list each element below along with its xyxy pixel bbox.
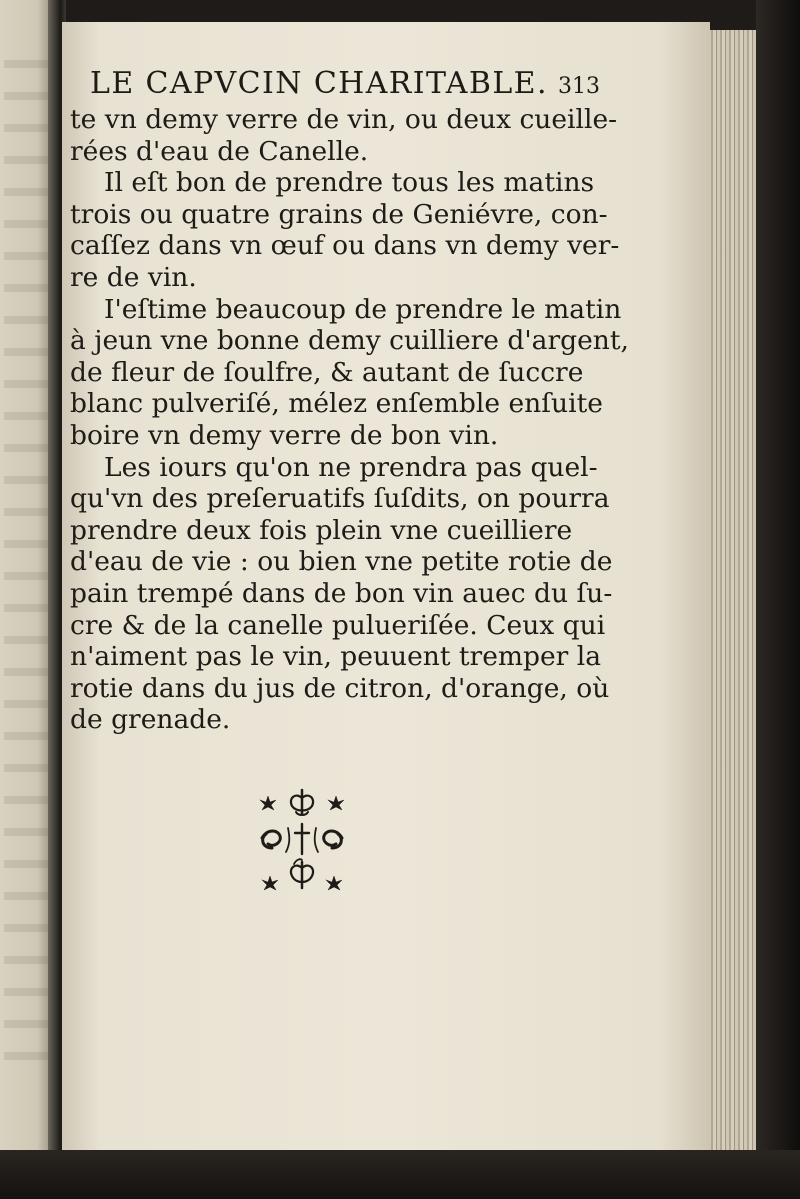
- text-line: re de vin.: [70, 261, 197, 293]
- knot-icon: [291, 790, 313, 815]
- text-line: caſſez dans vn œuf ou dans vn demy ver-: [70, 230, 620, 262]
- star-icon: [262, 876, 278, 890]
- text-line: d'eau de vie : ou bien vne petite rotie de: [70, 546, 613, 578]
- text-line: I'eſtime beaucoup de prendre le matin: [104, 293, 622, 325]
- text-line: Il eſt bon de prendre tous les matins: [104, 167, 595, 199]
- text-line: de grenade.: [70, 704, 231, 736]
- fleuron-ornament-icon: [252, 778, 352, 898]
- text-line: qu'vn des preſeruatifs ſuſdits, on pourra: [70, 483, 610, 515]
- scroll-icon: [262, 831, 280, 848]
- text-line: boire vn demy verre de bon vin.: [70, 419, 499, 451]
- running-title: LE CAPVCIN CHARITABLE.: [90, 66, 548, 101]
- text-line: trois ou quatre grains de Geniévre, con-: [70, 198, 608, 230]
- text-line: n'aiment pas le vin, peuuent tremper la: [70, 641, 602, 673]
- text-line: Les iours qu'on ne prendra pas quel-: [104, 451, 598, 483]
- star-icon: [260, 796, 276, 810]
- scroll-icon: [324, 831, 342, 848]
- text-line: te vn demy verre de vin, ou deux cueille-: [70, 104, 618, 135]
- cover-edge: [756, 0, 800, 1199]
- star-icon: [326, 876, 342, 890]
- text-line: cre & de la canelle pulueriſée. Ceux qui: [70, 609, 606, 641]
- star-icon: [328, 796, 344, 810]
- text-line: à jeun vne bonne demy cuilliere d'argent,: [70, 325, 629, 357]
- text-line: rées d'eau de Canelle.: [70, 135, 369, 167]
- body-text: [70, 104, 629, 736]
- text-line: pain trempé dans de bon vin auec du ſu-: [70, 577, 613, 609]
- text-line: rotie dans du jus de citron, d'orange, où: [70, 672, 610, 704]
- text-line: blanc pulveriſé, mélez enſemble enſuite: [70, 388, 603, 420]
- cross-icon: [286, 824, 318, 854]
- facing-page-bleed: [4, 60, 52, 1060]
- text-line: prendre deux fois plein vne cueilliere: [70, 514, 573, 546]
- knot-icon: [291, 859, 313, 888]
- bottom-shadow: [0, 1150, 800, 1199]
- page-number: 313: [558, 74, 600, 99]
- text-line: de fleur de ſoulfre, & autant de ſuccre: [70, 356, 584, 388]
